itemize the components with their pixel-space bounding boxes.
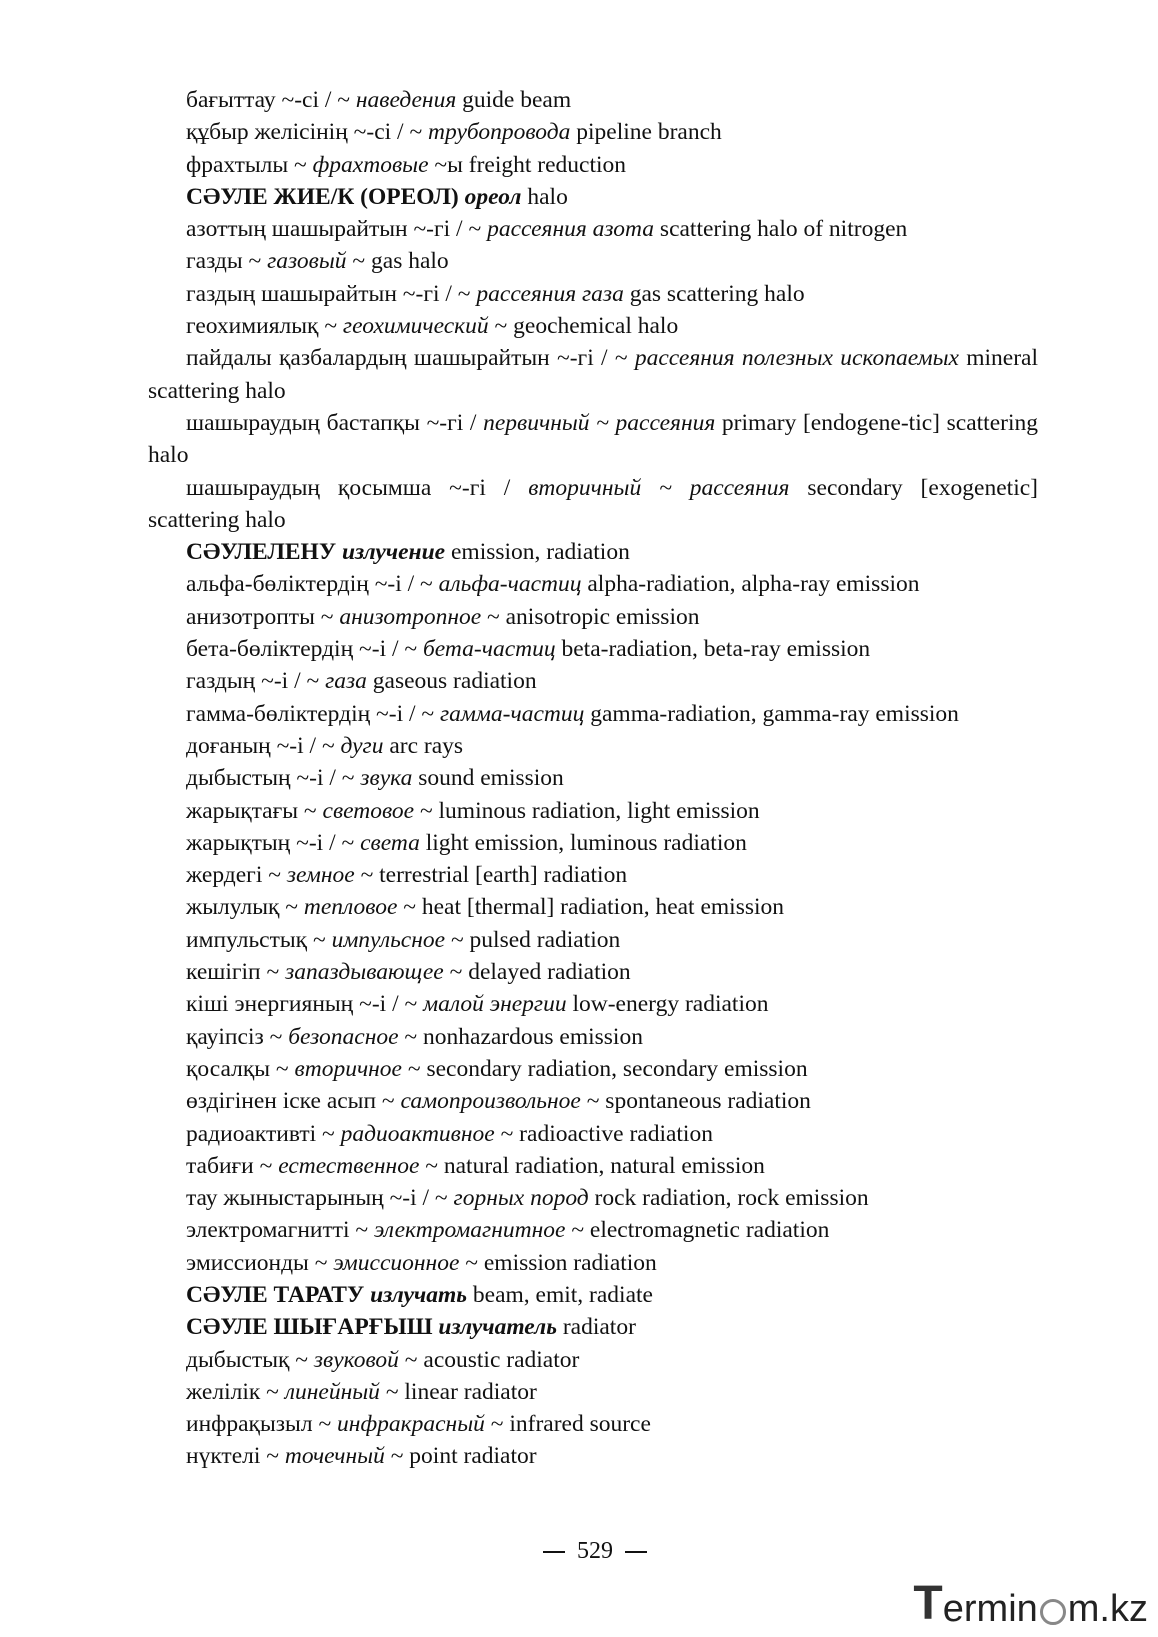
dictionary-entry xyxy=(148,278,1038,310)
dash-right xyxy=(625,1551,647,1553)
entry-segment: ~ acoustic radiator xyxy=(398,1346,580,1373)
entry-segment: малой энергии xyxy=(423,991,567,1018)
entry-segment: вторичное xyxy=(294,1055,402,1082)
entry-segment: фрахтылы ~ xyxy=(186,151,313,178)
entry-segment: альфа-частиц xyxy=(438,571,582,598)
entry-segment: анизотропты ~ xyxy=(186,603,340,630)
dictionary-entry xyxy=(148,633,1038,665)
entry-segment: ~ infrared source xyxy=(484,1411,651,1438)
entry-segment: guide beam xyxy=(456,87,572,113)
entry-segment: ~ gas halo xyxy=(346,248,449,275)
entry-segment: табиғи ~ xyxy=(186,1152,279,1179)
entry-segment: звуковой xyxy=(313,1346,399,1373)
dictionary-entry xyxy=(148,1214,1038,1246)
entry-segment: alpha-radiation, alpha-ray emission xyxy=(581,571,920,598)
dictionary-entry xyxy=(148,536,1038,568)
dictionary-entries xyxy=(148,84,1038,1473)
entry-segment: анизотропное xyxy=(339,603,482,630)
termincom-watermark-logo xyxy=(913,1577,1148,1631)
dictionary-entry xyxy=(148,1279,1038,1311)
entry-segment: ~ delayed radiation xyxy=(443,959,631,986)
entry-segment: mineral scattering halo xyxy=(148,345,1038,404)
dictionary-entry xyxy=(148,1021,1038,1053)
entry-segment: запаздывающее xyxy=(285,959,444,986)
entry-segment: ~ы freight reduction xyxy=(428,151,627,178)
entry-segment: ~ linear radiator xyxy=(379,1378,537,1405)
entry-segment: ~ spontaneous radiation xyxy=(580,1088,811,1115)
dictionary-entry xyxy=(148,1376,1038,1408)
entry-segment: шашыраудың қосымша ~-гі / xyxy=(186,474,529,501)
entry-segment: СӘУЛЕ ШЫҒАРҒЫШ xyxy=(186,1314,439,1341)
dictionary-entry xyxy=(148,891,1038,923)
entry-segment: фрахтовые xyxy=(312,151,429,178)
entry-segment: light emission, luminous radiation xyxy=(419,829,747,856)
entry-segment: звука xyxy=(360,765,413,792)
entry-segment: горных пород xyxy=(453,1185,589,1212)
entry-segment: тау жыныстарының ~-і / ~ xyxy=(186,1185,454,1212)
entry-segment: шашыраудың бастапқы ~-гі / xyxy=(186,409,484,436)
dictionary-entry xyxy=(148,1440,1038,1472)
entry-segment: линейный xyxy=(284,1378,380,1405)
entry-segment: бағыттау ~-сі / ~ xyxy=(186,87,356,113)
entry-segment: СӘУЛЕЛЕНУ xyxy=(186,539,342,566)
dictionary-entry xyxy=(148,988,1038,1020)
entry-segment: arc rays xyxy=(383,732,464,759)
entry-segment: точечный xyxy=(284,1443,385,1470)
dictionary-entry xyxy=(148,1118,1038,1150)
entry-segment: инфракрасный xyxy=(337,1411,485,1438)
entry-segment: азоттың шашырайтын ~-гі / ~ xyxy=(186,216,488,243)
dictionary-entry xyxy=(148,1085,1038,1117)
entry-segment: эмиссионное xyxy=(333,1249,460,1276)
dictionary-entry xyxy=(148,698,1038,730)
entry-segment: жердегі ~ xyxy=(186,862,287,889)
entry-segment: бета-частиц xyxy=(422,636,556,663)
entry-segment: radiator xyxy=(556,1314,636,1341)
entry-segment: құбыр желісінің ~-сі / ~ xyxy=(186,119,429,146)
entry-segment: low-energy radiation xyxy=(566,991,769,1018)
page-number: 529 xyxy=(577,1538,613,1564)
entry-segment: безопасное xyxy=(288,1023,399,1050)
logo-text-suffix: m.kz xyxy=(1067,1588,1148,1630)
entry-segment: радиоактивное xyxy=(340,1120,495,1147)
entry-segment: ~ nonhazardous emission xyxy=(398,1023,643,1050)
entry-segment: гамма-частиц xyxy=(440,700,585,727)
dictionary-entry xyxy=(148,1311,1038,1343)
entry-segment: ~ anisotropic emission xyxy=(481,603,700,630)
entry-segment: газдың ~-і / ~ xyxy=(186,668,326,695)
entry-segment: излучать xyxy=(370,1281,468,1308)
entry-segment: электромагнитное xyxy=(374,1217,566,1244)
entry-segment: альфа-бөліктердің ~-і / ~ xyxy=(186,571,439,598)
dictionary-entry xyxy=(148,665,1038,697)
dictionary-entry xyxy=(148,116,1038,148)
dictionary-entry xyxy=(148,407,1038,472)
entry-segment: газовый xyxy=(267,248,347,275)
entry-segment: pipeline branch xyxy=(570,119,722,146)
entry-segment: радиоактивті ~ xyxy=(186,1120,341,1147)
dictionary-entry xyxy=(148,213,1038,245)
entry-segment: emission, radiation xyxy=(445,539,630,566)
entry-segment: эмиссионды ~ xyxy=(186,1249,334,1276)
logo-circle-icon xyxy=(1040,1599,1066,1625)
entry-segment: СӘУЛЕ ТАРАТУ xyxy=(186,1281,371,1308)
entry-segment: бета-бөліктердің ~-і / ~ xyxy=(186,636,423,663)
entry-segment: рассеяния газа xyxy=(476,280,624,307)
entry-segment: ~ point radiator xyxy=(384,1443,537,1470)
dictionary-entry xyxy=(148,310,1038,342)
entry-segment: кіші энергияның ~-і / ~ xyxy=(186,991,424,1018)
entry-segment: ~ terrestrial [earth] radiation xyxy=(354,862,628,889)
logo-letter-t: T xyxy=(913,1577,943,1630)
dictionary-entry xyxy=(148,827,1038,859)
entry-segment: halo xyxy=(521,183,568,210)
entry-segment: ~ secondary radiation, secondary emission xyxy=(402,1055,808,1082)
entry-segment: gaseous radiation xyxy=(366,668,537,695)
dictionary-entry xyxy=(148,795,1038,827)
entry-segment: геохимиялық ~ xyxy=(186,313,343,340)
dictionary-entry xyxy=(148,472,1038,537)
entry-segment: ~ pulsed radiation xyxy=(445,926,621,953)
entry-segment: rock radiation, rock emission xyxy=(588,1185,869,1212)
entry-segment: гамма-бөліктердің ~-і / ~ xyxy=(186,700,440,727)
entry-segment: газды ~ xyxy=(186,248,268,275)
entry-segment: света xyxy=(360,829,420,856)
dictionary-entry xyxy=(148,1150,1038,1182)
entry-segment: излучатель xyxy=(438,1314,557,1341)
entry-segment: өздігінен іске асып ~ xyxy=(186,1088,401,1115)
entry-segment: пайдалы қазбалардың шашырайтын ~-гі / ~ xyxy=(186,345,635,372)
dictionary-entry xyxy=(148,859,1038,891)
dictionary-entry xyxy=(148,568,1038,600)
dictionary-entry xyxy=(148,245,1038,277)
dictionary-entry xyxy=(148,601,1038,633)
entry-segment: трубопровода xyxy=(428,119,571,146)
entry-segment: gamma-radiation, gamma-ray emission xyxy=(584,700,959,727)
entry-segment: нүктелі ~ xyxy=(186,1443,285,1470)
entry-segment: дыбыстық ~ xyxy=(186,1346,314,1373)
entry-segment: beam, emit, radiate xyxy=(467,1281,653,1308)
page-number-footer xyxy=(0,1538,1158,1565)
entry-segment: рассеяния полезных ископаемых xyxy=(634,345,959,372)
entry-segment: дыбыстың ~-і / ~ xyxy=(186,765,361,792)
entry-segment: импульсное xyxy=(331,926,446,953)
dictionary-entry xyxy=(148,181,1038,213)
dictionary-entry xyxy=(148,1408,1038,1440)
entry-segment: дуги xyxy=(340,732,384,759)
entry-segment: scattering halo of nitrogen xyxy=(654,216,908,243)
entry-segment: primary [endogene-tic] scattering halo xyxy=(148,409,1038,469)
dictionary-entry xyxy=(148,1053,1038,1085)
dictionary-entry xyxy=(148,730,1038,762)
entry-segment: ~ natural radiation, natural emission xyxy=(419,1152,765,1179)
entry-segment: secondary [exogenetic] scattering halo xyxy=(148,474,1038,533)
entry-segment: қосалқы ~ xyxy=(186,1055,295,1082)
dictionary-entry xyxy=(148,342,1038,407)
entry-segment: самопроизвольное xyxy=(400,1088,581,1115)
entry-segment: кешігіп ~ xyxy=(186,959,286,986)
entry-segment: ~ electromagnetic radiation xyxy=(565,1217,830,1244)
entry-segment: sound emission xyxy=(412,765,564,792)
entry-segment: beta-radiation, beta-ray emission xyxy=(555,636,871,663)
dictionary-entry xyxy=(148,1344,1038,1376)
entry-segment: жарықтың ~-і / ~ xyxy=(186,829,361,856)
entry-segment: первичный ~ рассеяния xyxy=(483,409,716,436)
entry-segment: жарықтағы ~ xyxy=(186,797,323,824)
entry-segment: наведения xyxy=(355,87,457,113)
dictionary-entry xyxy=(148,1247,1038,1279)
entry-segment: доғаның ~-і / ~ xyxy=(186,732,341,759)
logo-text-mid: ermin xyxy=(942,1588,1038,1630)
dictionary-entry xyxy=(148,1182,1038,1214)
entry-segment: қауіпсіз ~ xyxy=(186,1023,289,1050)
entry-segment: излучение xyxy=(341,539,446,566)
entry-segment: ~ heat [thermal] radiation, heat emission xyxy=(397,894,785,921)
entry-segment: желілік ~ xyxy=(186,1378,285,1405)
entry-segment: рассеяния азота xyxy=(487,216,655,243)
dictionary-entry xyxy=(148,149,1038,181)
entry-segment: ~ emission radiation xyxy=(459,1249,657,1276)
dictionary-entry xyxy=(148,762,1038,794)
entry-segment: естественное xyxy=(278,1152,420,1179)
entry-segment: световое xyxy=(322,797,415,824)
entry-segment: ~ radioactive radiation xyxy=(494,1120,713,1147)
entry-segment: геохимический xyxy=(342,313,489,340)
entry-segment: ореол xyxy=(464,183,522,210)
dictionary-entry xyxy=(148,924,1038,956)
dictionary-entry xyxy=(148,84,1038,116)
entry-segment: инфрақызыл ~ xyxy=(186,1411,338,1438)
entry-segment: газдың шашырайтын ~-гі / ~ xyxy=(186,280,477,307)
entry-segment: электромагнитті ~ xyxy=(186,1217,374,1244)
entry-segment: вторичный ~ рассеяния xyxy=(528,474,790,501)
entry-segment: земное xyxy=(286,862,355,889)
entry-segment: ~ luminous radiation, light emission xyxy=(414,797,760,824)
dictionary-entry xyxy=(148,956,1038,988)
entry-segment: жылулық ~ xyxy=(186,894,304,921)
entry-segment: ~ geochemical halo xyxy=(488,313,679,340)
entry-segment: газа xyxy=(325,668,367,695)
dash-left xyxy=(543,1551,565,1553)
entry-segment: тепловое xyxy=(303,894,398,921)
entry-segment: gas scattering halo xyxy=(623,280,805,307)
entry-segment: СӘУЛЕ ЖИЕ/К (ОРЕОЛ) xyxy=(186,183,465,210)
entry-segment: импульстық ~ xyxy=(186,926,332,953)
